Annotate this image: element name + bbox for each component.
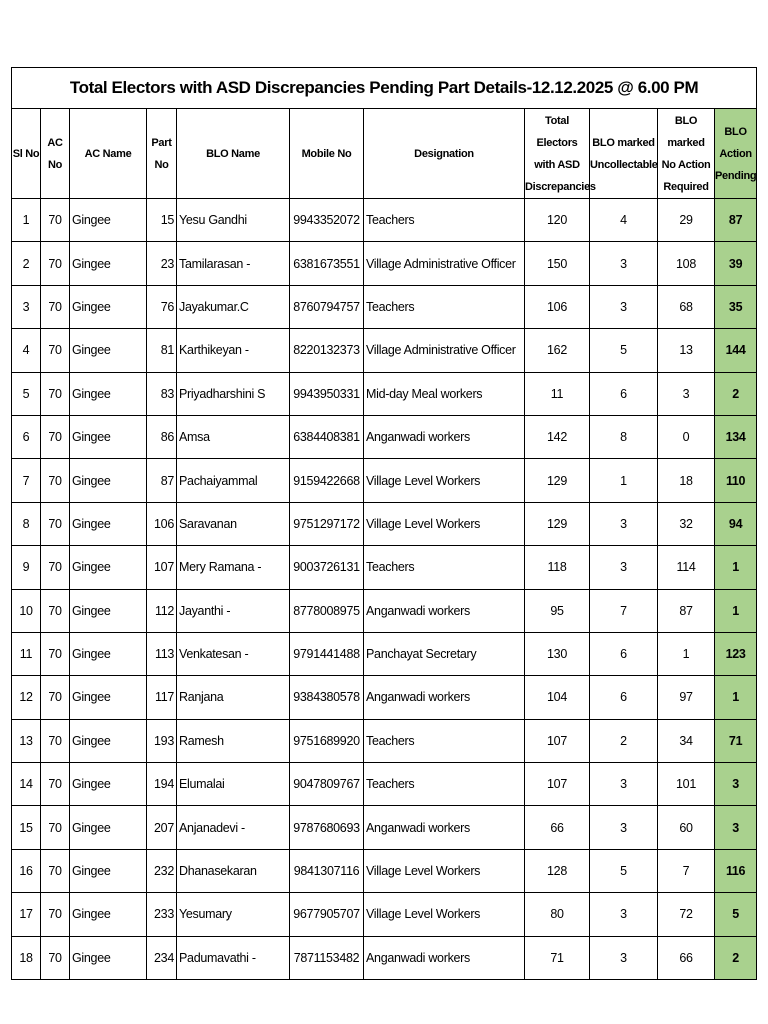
cell-part-no: 234 <box>147 936 177 979</box>
cell-sl-no: 1 <box>12 199 41 242</box>
cell-designation: Teachers <box>364 546 525 589</box>
cell-no-action: 101 <box>658 763 715 806</box>
cell-designation: Anganwadi workers <box>364 676 525 719</box>
cell-ac-name: Gingee <box>70 763 147 806</box>
cell-ac-name: Gingee <box>70 632 147 675</box>
report-sheet <box>11 67 756 980</box>
cell-designation: Teachers <box>364 285 525 328</box>
cell-mobile-no: 6381673551 <box>290 242 364 285</box>
cell-sl-no: 11 <box>12 632 41 675</box>
header-total-electors-line: with ASD <box>534 158 580 171</box>
cell-part-no: 107 <box>147 546 177 589</box>
header-uncollectable-line: Uncollectable <box>590 158 658 171</box>
cell-mobile-no: 9159422668 <box>290 459 364 502</box>
cell-total-electors: 80 <box>525 893 590 936</box>
cell-action-pending: 2 <box>715 372 757 415</box>
cell-no-action: 0 <box>658 415 715 458</box>
cell-blo-name: Jayanthi - <box>177 589 290 632</box>
cell-ac-name: Gingee <box>70 589 147 632</box>
cell-uncollectable: 3 <box>590 546 658 589</box>
cell-no-action: 29 <box>658 199 715 242</box>
cell-designation: Anganwadi workers <box>364 806 525 849</box>
header-no-action-line: Required <box>663 180 709 193</box>
cell-no-action: 72 <box>658 893 715 936</box>
cell-total-electors: 120 <box>525 199 590 242</box>
cell-sl-no: 3 <box>12 285 41 328</box>
cell-action-pending: 2 <box>715 936 757 979</box>
cell-action-pending: 87 <box>715 199 757 242</box>
cell-total-electors: 71 <box>525 936 590 979</box>
table-body <box>12 199 757 980</box>
cell-sl-no: 8 <box>12 502 41 545</box>
header-action-pending-line: Pending <box>715 169 757 182</box>
header-row <box>12 109 757 199</box>
cell-ac-no: 70 <box>41 676 70 719</box>
cell-total-electors: 95 <box>525 589 590 632</box>
cell-total-electors: 106 <box>525 285 590 328</box>
header-ac-name: AC Name <box>70 109 147 199</box>
cell-designation: Teachers <box>364 763 525 806</box>
header-total-electors-line: Total Electors <box>536 114 578 149</box>
cell-mobile-no: 6384408381 <box>290 415 364 458</box>
cell-mobile-no: 9003726131 <box>290 546 364 589</box>
cell-action-pending: 1 <box>715 676 757 719</box>
cell-ac-no: 70 <box>41 589 70 632</box>
cell-ac-name: Gingee <box>70 936 147 979</box>
cell-ac-no: 70 <box>41 372 70 415</box>
cell-uncollectable: 6 <box>590 632 658 675</box>
cell-action-pending: 110 <box>715 459 757 502</box>
cell-mobile-no: 9943950331 <box>290 372 364 415</box>
cell-ac-name: Gingee <box>70 546 147 589</box>
cell-mobile-no: 8778008975 <box>290 589 364 632</box>
header-uncollectable-line: BLO marked <box>592 136 655 149</box>
cell-sl-no: 13 <box>12 719 41 762</box>
cell-designation: Village Level Workers <box>364 849 525 892</box>
cell-ac-name: Gingee <box>70 285 147 328</box>
cell-sl-no: 2 <box>12 242 41 285</box>
cell-ac-no: 70 <box>41 719 70 762</box>
cell-action-pending: 39 <box>715 242 757 285</box>
cell-mobile-no: 9787680693 <box>290 806 364 849</box>
cell-no-action: 34 <box>658 719 715 762</box>
cell-action-pending: 5 <box>715 893 757 936</box>
table-row <box>12 459 757 502</box>
cell-part-no: 81 <box>147 329 177 372</box>
cell-action-pending: 1 <box>715 589 757 632</box>
cell-no-action: 68 <box>658 285 715 328</box>
cell-blo-name: Padumavathi - <box>177 936 290 979</box>
cell-no-action: 32 <box>658 502 715 545</box>
cell-no-action: 18 <box>658 459 715 502</box>
cell-part-no: 23 <box>147 242 177 285</box>
cell-uncollectable: 3 <box>590 763 658 806</box>
cell-blo-name: Tamilarasan - <box>177 242 290 285</box>
cell-designation: Panchayat Secretary <box>364 632 525 675</box>
cell-blo-name: Dhanasekaran <box>177 849 290 892</box>
cell-action-pending: 35 <box>715 285 757 328</box>
header-no-action-line: BLO marked <box>667 114 705 149</box>
cell-uncollectable: 7 <box>590 589 658 632</box>
cell-ac-no: 70 <box>41 806 70 849</box>
table-row <box>12 546 757 589</box>
cell-ac-name: Gingee <box>70 849 147 892</box>
cell-designation: Mid-day Meal workers <box>364 372 525 415</box>
cell-total-electors: 150 <box>525 242 590 285</box>
header-part-no <box>147 109 177 199</box>
cell-no-action: 97 <box>658 676 715 719</box>
cell-ac-no: 70 <box>41 415 70 458</box>
cell-no-action: 66 <box>658 936 715 979</box>
cell-ac-name: Gingee <box>70 199 147 242</box>
cell-uncollectable: 6 <box>590 372 658 415</box>
cell-total-electors: 128 <box>525 849 590 892</box>
cell-blo-name: Karthikeyan - <box>177 329 290 372</box>
cell-part-no: 194 <box>147 763 177 806</box>
cell-part-no: 117 <box>147 676 177 719</box>
cell-blo-name: Jayakumar.C <box>177 285 290 328</box>
cell-action-pending: 3 <box>715 763 757 806</box>
cell-uncollectable: 3 <box>590 936 658 979</box>
table-row <box>12 763 757 806</box>
cell-ac-name: Gingee <box>70 893 147 936</box>
cell-action-pending: 1 <box>715 546 757 589</box>
cell-blo-name: Ramesh <box>177 719 290 762</box>
cell-total-electors: 130 <box>525 632 590 675</box>
header-total-electors-line: Discrepancies <box>525 180 596 193</box>
cell-ac-no: 70 <box>41 329 70 372</box>
cell-part-no: 83 <box>147 372 177 415</box>
cell-blo-name: Yesumary <box>177 893 290 936</box>
cell-uncollectable: 3 <box>590 242 658 285</box>
cell-uncollectable: 3 <box>590 893 658 936</box>
cell-part-no: 86 <box>147 415 177 458</box>
cell-uncollectable: 2 <box>590 719 658 762</box>
table-row <box>12 285 757 328</box>
cell-ac-no: 70 <box>41 502 70 545</box>
cell-total-electors: 129 <box>525 502 590 545</box>
table-row <box>12 849 757 892</box>
cell-uncollectable: 1 <box>590 459 658 502</box>
header-ac-no: AC No <box>41 109 70 199</box>
header-action-pending-line: BLO <box>724 125 747 138</box>
cell-designation: Teachers <box>364 719 525 762</box>
cell-ac-name: Gingee <box>70 806 147 849</box>
cell-ac-no: 70 <box>41 763 70 806</box>
header-mobile-no: Mobile No <box>290 109 364 199</box>
header-sl-no: Sl No <box>12 109 41 199</box>
cell-blo-name: Amsa <box>177 415 290 458</box>
cell-no-action: 7 <box>658 849 715 892</box>
cell-ac-name: Gingee <box>70 719 147 762</box>
cell-mobile-no: 9751689920 <box>290 719 364 762</box>
table-row <box>12 329 757 372</box>
cell-total-electors: 162 <box>525 329 590 372</box>
cell-sl-no: 12 <box>12 676 41 719</box>
cell-no-action: 60 <box>658 806 715 849</box>
cell-blo-name: Priyadharshini S <box>177 372 290 415</box>
cell-uncollectable: 8 <box>590 415 658 458</box>
electors-table <box>11 67 757 980</box>
cell-mobile-no: 8760794757 <box>290 285 364 328</box>
report-title: Total Electors with ASD Discrepancies Pending Part Details-12.12.2025 @ 6.00 PM <box>12 68 757 109</box>
cell-action-pending: 144 <box>715 329 757 372</box>
header-action-pending-line: Action <box>719 147 752 160</box>
cell-total-electors: 118 <box>525 546 590 589</box>
cell-mobile-no: 9047809767 <box>290 763 364 806</box>
cell-ac-name: Gingee <box>70 459 147 502</box>
table-row <box>12 242 757 285</box>
cell-no-action: 87 <box>658 589 715 632</box>
cell-action-pending: 3 <box>715 806 757 849</box>
cell-uncollectable: 4 <box>590 199 658 242</box>
cell-blo-name: Saravanan <box>177 502 290 545</box>
cell-ac-name: Gingee <box>70 242 147 285</box>
table-row <box>12 806 757 849</box>
cell-ac-no: 70 <box>41 546 70 589</box>
cell-sl-no: 4 <box>12 329 41 372</box>
cell-part-no: 193 <box>147 719 177 762</box>
header-blo-name: BLO Name <box>177 109 290 199</box>
cell-blo-name: Ranjana <box>177 676 290 719</box>
cell-mobile-no: 8220132373 <box>290 329 364 372</box>
cell-mobile-no: 9943352072 <box>290 199 364 242</box>
header-part-no-line: Part <box>151 136 172 149</box>
cell-total-electors: 142 <box>525 415 590 458</box>
cell-mobile-no: 9841307116 <box>290 849 364 892</box>
cell-uncollectable: 3 <box>590 806 658 849</box>
cell-mobile-no: 9384380578 <box>290 676 364 719</box>
cell-mobile-no: 9677905707 <box>290 893 364 936</box>
cell-action-pending: 123 <box>715 632 757 675</box>
cell-ac-name: Gingee <box>70 372 147 415</box>
cell-sl-no: 5 <box>12 372 41 415</box>
cell-part-no: 87 <box>147 459 177 502</box>
cell-action-pending: 71 <box>715 719 757 762</box>
header-designation: Designation <box>364 109 525 199</box>
cell-sl-no: 14 <box>12 763 41 806</box>
cell-sl-no: 16 <box>12 849 41 892</box>
cell-no-action: 3 <box>658 372 715 415</box>
cell-sl-no: 6 <box>12 415 41 458</box>
cell-uncollectable: 6 <box>590 676 658 719</box>
cell-designation: Anganwadi workers <box>364 936 525 979</box>
cell-blo-name: Elumalai <box>177 763 290 806</box>
cell-part-no: 233 <box>147 893 177 936</box>
cell-designation: Village Administrative Officer <box>364 329 525 372</box>
cell-mobile-no: 9791441488 <box>290 632 364 675</box>
cell-ac-name: Gingee <box>70 329 147 372</box>
cell-part-no: 232 <box>147 849 177 892</box>
table-row <box>12 199 757 242</box>
cell-total-electors: 66 <box>525 806 590 849</box>
cell-total-electors: 11 <box>525 372 590 415</box>
cell-ac-no: 70 <box>41 893 70 936</box>
cell-no-action: 108 <box>658 242 715 285</box>
cell-action-pending: 94 <box>715 502 757 545</box>
cell-part-no: 113 <box>147 632 177 675</box>
cell-no-action: 114 <box>658 546 715 589</box>
cell-sl-no: 10 <box>12 589 41 632</box>
cell-designation: Village Level Workers <box>364 502 525 545</box>
cell-mobile-no: 7871153482 <box>290 936 364 979</box>
cell-blo-name: Pachaiyammal <box>177 459 290 502</box>
header-total-electors <box>525 109 596 199</box>
cell-sl-no: 7 <box>12 459 41 502</box>
header-part-no-line: No <box>154 158 169 171</box>
cell-ac-no: 70 <box>41 199 70 242</box>
cell-total-electors: 107 <box>525 719 590 762</box>
table-row <box>12 936 757 979</box>
cell-ac-name: Gingee <box>70 676 147 719</box>
table-row <box>12 589 757 632</box>
cell-uncollectable: 3 <box>590 502 658 545</box>
cell-sl-no: 9 <box>12 546 41 589</box>
cell-ac-no: 70 <box>41 242 70 285</box>
cell-blo-name: Venkatesan - <box>177 632 290 675</box>
cell-total-electors: 104 <box>525 676 590 719</box>
cell-blo-name: Anjanadevi - <box>177 806 290 849</box>
cell-ac-no: 70 <box>41 285 70 328</box>
cell-designation: Anganwadi workers <box>364 589 525 632</box>
header-no-action <box>658 109 715 199</box>
cell-no-action: 1 <box>658 632 715 675</box>
cell-action-pending: 134 <box>715 415 757 458</box>
cell-part-no: 106 <box>147 502 177 545</box>
table-row <box>12 632 757 675</box>
table-row <box>12 719 757 762</box>
cell-ac-name: Gingee <box>70 502 147 545</box>
cell-total-electors: 129 <box>525 459 590 502</box>
cell-part-no: 15 <box>147 199 177 242</box>
cell-ac-no: 70 <box>41 632 70 675</box>
cell-total-electors: 107 <box>525 763 590 806</box>
header-uncollectable <box>590 109 658 199</box>
cell-uncollectable: 5 <box>590 329 658 372</box>
table-row <box>12 372 757 415</box>
cell-uncollectable: 5 <box>590 849 658 892</box>
header-action-pending <box>715 109 757 199</box>
cell-designation: Teachers <box>364 199 525 242</box>
cell-part-no: 112 <box>147 589 177 632</box>
table-row <box>12 676 757 719</box>
cell-designation: Village Level Workers <box>364 893 525 936</box>
cell-part-no: 76 <box>147 285 177 328</box>
table-row <box>12 415 757 458</box>
cell-sl-no: 17 <box>12 893 41 936</box>
cell-action-pending: 116 <box>715 849 757 892</box>
table-row <box>12 893 757 936</box>
cell-ac-no: 70 <box>41 936 70 979</box>
cell-ac-no: 70 <box>41 849 70 892</box>
cell-no-action: 13 <box>658 329 715 372</box>
cell-designation: Village Administrative Officer <box>364 242 525 285</box>
cell-sl-no: 18 <box>12 936 41 979</box>
cell-part-no: 207 <box>147 806 177 849</box>
cell-mobile-no: 9751297172 <box>290 502 364 545</box>
cell-blo-name: Yesu Gandhi <box>177 199 290 242</box>
cell-designation: Anganwadi workers <box>364 415 525 458</box>
cell-sl-no: 15 <box>12 806 41 849</box>
cell-blo-name: Mery Ramana - <box>177 546 290 589</box>
table-row <box>12 502 757 545</box>
cell-uncollectable: 3 <box>590 285 658 328</box>
cell-ac-no: 70 <box>41 459 70 502</box>
cell-designation: Village Level Workers <box>364 459 525 502</box>
header-no-action-line: No Action <box>661 158 711 171</box>
cell-ac-name: Gingee <box>70 415 147 458</box>
